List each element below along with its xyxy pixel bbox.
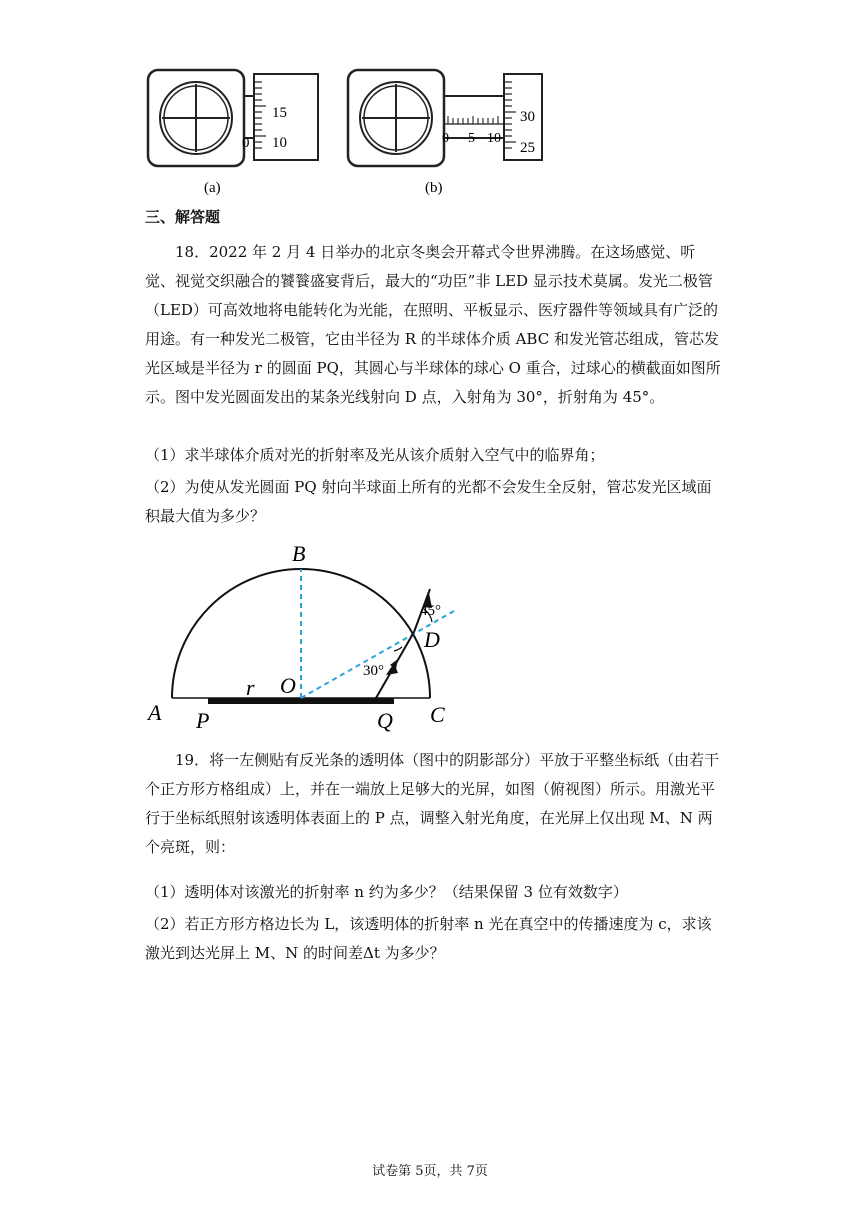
hemisphere-diagram xyxy=(140,535,480,740)
label-c: C xyxy=(430,702,445,727)
label-o: O xyxy=(280,673,296,698)
question-19-text: 19．将一左侧贴有反光条的透明体（图中的阴影部分）平放于平整坐标纸（由若干个正方形方格组成）上，并在一端放上足够大的光屏，如图（俯视图）所示。用激光平行于坐标纸照射该透明体表面上的 P 点，调整入射光角度，在光屏上仅出现 M、N 两个亮斑，则： xyxy=(145,751,720,856)
micrometer-a-caption: (a) xyxy=(204,180,221,196)
emitter-pq xyxy=(208,698,394,704)
section-heading: 三、解答题 xyxy=(145,208,221,226)
page-footer: 试卷第 5页，共 7页 xyxy=(372,1164,488,1179)
micrometer-a-thimble-10: 10 xyxy=(272,135,287,151)
label-q: Q xyxy=(377,708,393,733)
micrometer-a-sleeve-0: 0 xyxy=(242,135,250,151)
micrometer-b-thimble-25: 25 xyxy=(520,140,535,156)
label-r: r xyxy=(246,675,255,700)
question-18-sub1: （1）求半球体介质对光的折射率及光从该介质射入空气中的临界角； xyxy=(145,446,605,464)
micrometer-b-sleeve-0: 0 xyxy=(442,131,449,146)
question-19-sub2: （2）若正方形方格边长为 L，该透明体的折射率 n 光在真空中的传播速度为 c，求该激光到达光屏上 M、N 的时间差Δt 为多少？ xyxy=(145,915,712,962)
micrometer-figures xyxy=(140,60,560,200)
label-b: B xyxy=(292,541,306,566)
question-18-text: 18．2022 年 2 月 4 日举办的北京冬奥会开幕式令世界沸腾。在这场感觉、听觉、视觉交织融合的饕餮盛宴背后，最大的“功臣”非 LED 显示技术莫属。发光二极管（LED）可高效地将电能转化为光能，在照明、平板显示、医疗器件等领域具有广泛的用途。有一种发光二极管，它由半径为 R 的半球体介质 ABC 和发光管芯组成，管芯发光区域是半径为 r 的圆面 PQ，其圆心与半球体的球心 O 重合，过球心的横截面如图所示。图中发光圆面发出的某条光线射向 D 点，入射角为 30°，折射角为 45°。 xyxy=(145,243,721,406)
label-d: D xyxy=(424,627,440,652)
angle-incidence-label: 30° xyxy=(363,663,384,679)
micrometer-b-sleeve-10: 10 xyxy=(487,131,501,146)
micrometer-b-sleeve-5: 5 xyxy=(468,131,475,146)
question-19-sub1: （1）透明体对该激光的折射率 n 约为多少？（结果保留 3 位有效数字） xyxy=(145,883,628,901)
label-a: A xyxy=(148,700,162,725)
micrometer-a xyxy=(148,70,318,196)
label-p: P xyxy=(196,708,210,733)
micrometer-b-caption: (b) xyxy=(425,180,443,196)
angle-refraction-label: 45° xyxy=(420,603,441,619)
micrometer-b-thimble-30: 30 xyxy=(520,109,535,125)
question-18-sub2: （2）为使从发光圆面 PQ 射向半球面上所有的光都不会发生全反射，管芯发光区域面积最大值为多少？ xyxy=(145,478,712,525)
micrometer-b xyxy=(348,70,542,196)
micrometer-a-thimble-15: 15 xyxy=(272,105,287,121)
